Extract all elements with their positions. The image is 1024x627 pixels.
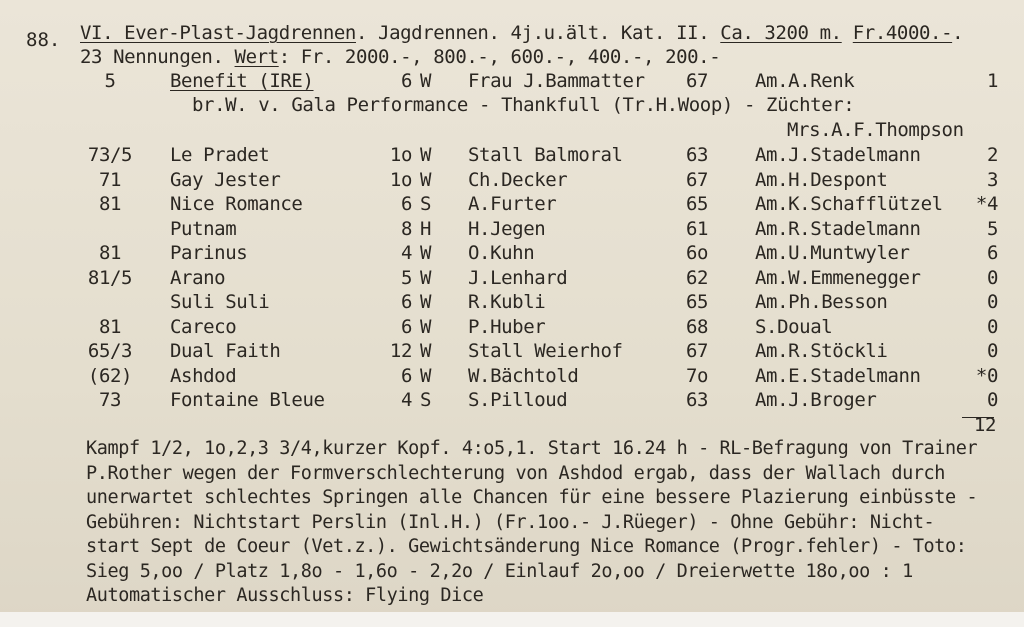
runner-row	[0, 364, 1024, 388]
age: 6	[400, 364, 412, 387]
weight: 67	[686, 168, 709, 191]
note-line: unerwartet schlechtes Springen alle Chancen für eine bessere Plazierung einbüsste -	[86, 487, 978, 508]
sex: W	[420, 144, 432, 166]
odds: 71	[98, 168, 122, 191]
placing: 2	[986, 144, 998, 166]
race-distance: Ca. 3200 m.	[720, 22, 842, 44]
sex: H	[420, 217, 432, 240]
sex: S	[420, 389, 432, 411]
odds: 81	[98, 242, 122, 264]
runner-row	[0, 315, 1024, 339]
runner-row	[0, 388, 1024, 412]
horse-name: Benefit (IRE)	[170, 70, 314, 92]
sex: W	[420, 242, 432, 264]
runner-row	[0, 217, 1024, 241]
jockey: Am.W.Emmenegger	[755, 266, 921, 289]
sex: W	[420, 70, 432, 92]
sex: W	[420, 340, 432, 362]
owner: W.Bächtold	[468, 364, 579, 387]
runner-row	[0, 241, 1024, 265]
race-prize: Fr.4000.-	[852, 22, 953, 44]
age: 6	[400, 315, 412, 338]
sex: W	[420, 364, 432, 387]
jockey: Am.H.Despont	[755, 168, 888, 191]
weight: 7o	[686, 364, 709, 387]
weight: 65	[686, 193, 709, 215]
owner: Ch.Decker	[468, 168, 568, 191]
owner: J.Lenhard	[468, 266, 568, 289]
owner: Stall Balmoral	[468, 144, 623, 166]
winner-row	[0, 69, 1024, 93]
race-number: 88.	[26, 29, 61, 51]
age: 6	[400, 291, 412, 313]
runner-row	[0, 192, 1024, 216]
sex: W	[420, 168, 432, 191]
runner-row	[0, 168, 1024, 192]
jockey: Am.J.Broger	[755, 389, 877, 411]
horse-name: Putnam	[170, 217, 237, 240]
note-line: Automatischer Ausschluss: Flying Dice	[86, 585, 484, 606]
odds: 5	[104, 70, 116, 92]
jockey: Am.Ph.Besson	[755, 291, 888, 313]
weight: 67	[686, 340, 709, 362]
odds: 73/5	[87, 144, 133, 166]
odds: (62)	[87, 364, 133, 387]
placing: 0	[986, 315, 998, 338]
placing: 0	[986, 291, 998, 313]
age: 5	[400, 266, 412, 289]
jockey: Am.E.Stadelmann	[755, 364, 921, 387]
note-line: Gebühren: Nichtstart Perslin (Inl.H.) (Fr.1oo.- J.Rüeger) - Ohne Gebühr: Nicht-	[86, 511, 935, 533]
jockey: Am.J.Stadelmann	[755, 144, 921, 166]
age: 12	[389, 340, 412, 362]
runner-row	[0, 143, 1024, 167]
winner-pedigree: br.W. v. Gala Performance - Thankfull (Tr.H.Woop) - Züchter:	[192, 94, 855, 116]
weight: 65	[686, 291, 709, 313]
horse-name: Suli Suli	[170, 291, 270, 313]
total-starters: 12	[973, 414, 996, 436]
placing: *0	[975, 364, 998, 387]
weight: 6o	[686, 242, 709, 264]
wert-label: Wert	[234, 46, 279, 68]
age: 1o	[389, 144, 412, 166]
odds: 81	[98, 193, 122, 215]
weight: 61	[686, 217, 709, 240]
runner-row	[0, 266, 1024, 290]
weight: 67	[686, 70, 709, 92]
note-line: P.Rother wegen der Formverschlechterung von Ashdod ergab, dass der Wallach durch	[86, 462, 946, 484]
entries-count: 23 Nennungen.	[80, 46, 235, 68]
age: 4	[400, 242, 412, 264]
age: 6	[400, 193, 412, 215]
owner: H.Jegen	[468, 217, 546, 240]
sex: W	[420, 291, 432, 313]
race-title: VI. Ever-Plast-Jagdrennen	[80, 22, 356, 44]
placing: 1	[986, 70, 998, 92]
horse-name: Ashdod	[170, 364, 237, 387]
placing: 6	[986, 242, 998, 264]
horse-name: Parinus	[170, 242, 248, 264]
horse-name: Gay Jester	[170, 168, 281, 191]
page-edge	[0, 612, 1024, 627]
horse-name: Dual Faith	[170, 340, 281, 362]
weight: 62	[686, 266, 709, 289]
odds: 73	[98, 389, 122, 411]
weight: 68	[686, 315, 709, 338]
odds: 65/3	[87, 340, 133, 362]
horse-name: Fontaine Bleue	[170, 389, 325, 411]
odds: 81/5	[87, 266, 133, 289]
race-entries-line	[80, 46, 720, 68]
owner: A.Furter	[468, 193, 557, 215]
placing: 0	[986, 266, 998, 289]
age: 4	[400, 389, 412, 411]
owner: Frau J.Bammatter	[468, 70, 645, 92]
sex: W	[420, 315, 432, 338]
runner-row	[0, 339, 1024, 363]
note-line: start Sept de Coeur (Vet.z.). Gewichtsänderung Nice Romance (Progr.fehler) - Toto:	[86, 536, 967, 557]
jockey: Am.R.Stöckli	[755, 340, 888, 362]
jockey: Am.A.Renk	[755, 70, 855, 92]
placing: 5	[986, 217, 998, 240]
horse-name: Le Pradet	[170, 144, 270, 166]
race-header-line: VI. Ever-Plast-Jagdrennen. Jagdrennen. 4j.u.ält. Kat. II. Ca. 3200 m. Fr.4000.-.	[80, 22, 964, 44]
prize-breakdown: : Fr. 2000.-, 800.-, 600.-, 400.-, 200.-	[278, 46, 721, 68]
horse-name: Nice Romance	[170, 193, 303, 215]
owner: R.Kubli	[468, 291, 546, 313]
horse-name: Arano	[170, 266, 226, 289]
owner: O.Kuhn	[468, 242, 535, 264]
owner: P.Huber	[468, 315, 546, 338]
note-line: Kampf 1/2, 1o,2,3 3/4,kurzer Kopf. 4:o5,1. Start 16.24 h - RL-Befragung von Trainer	[86, 438, 978, 459]
age: 1o	[389, 168, 412, 191]
sex: W	[420, 266, 432, 289]
sex: S	[420, 193, 432, 215]
race-conditions: . Jagdrennen. 4j.u.ält. Kat. II.	[355, 22, 721, 44]
owner: S.Pilloud	[468, 389, 568, 411]
jockey: Am.U.Muntwyler	[755, 242, 910, 264]
winner-breeder: Mrs.A.F.Thompson	[787, 119, 964, 141]
placing: *4	[975, 193, 998, 215]
placing: 3	[986, 168, 998, 191]
weight: 63	[686, 144, 709, 166]
age: 8	[400, 217, 412, 240]
weight: 63	[686, 389, 709, 411]
placing: 0	[986, 340, 998, 362]
placing: 0	[986, 389, 998, 411]
jockey: Am.K.Schafflützel	[755, 193, 943, 215]
note-line: Sieg 5,oo / Platz 1,8o - 1,6o - 2,2o / Einlauf 2o,oo / Dreierwette 18o,oo : 1	[86, 560, 913, 582]
jockey: Am.R.Stadelmann	[755, 217, 921, 240]
horse-name: Careco	[170, 315, 237, 338]
owner: Stall Weierhof	[468, 340, 623, 362]
runner-row	[0, 290, 1024, 314]
age: 6	[400, 70, 412, 92]
odds: 81	[98, 315, 122, 338]
jockey: S.Doual	[755, 315, 833, 338]
